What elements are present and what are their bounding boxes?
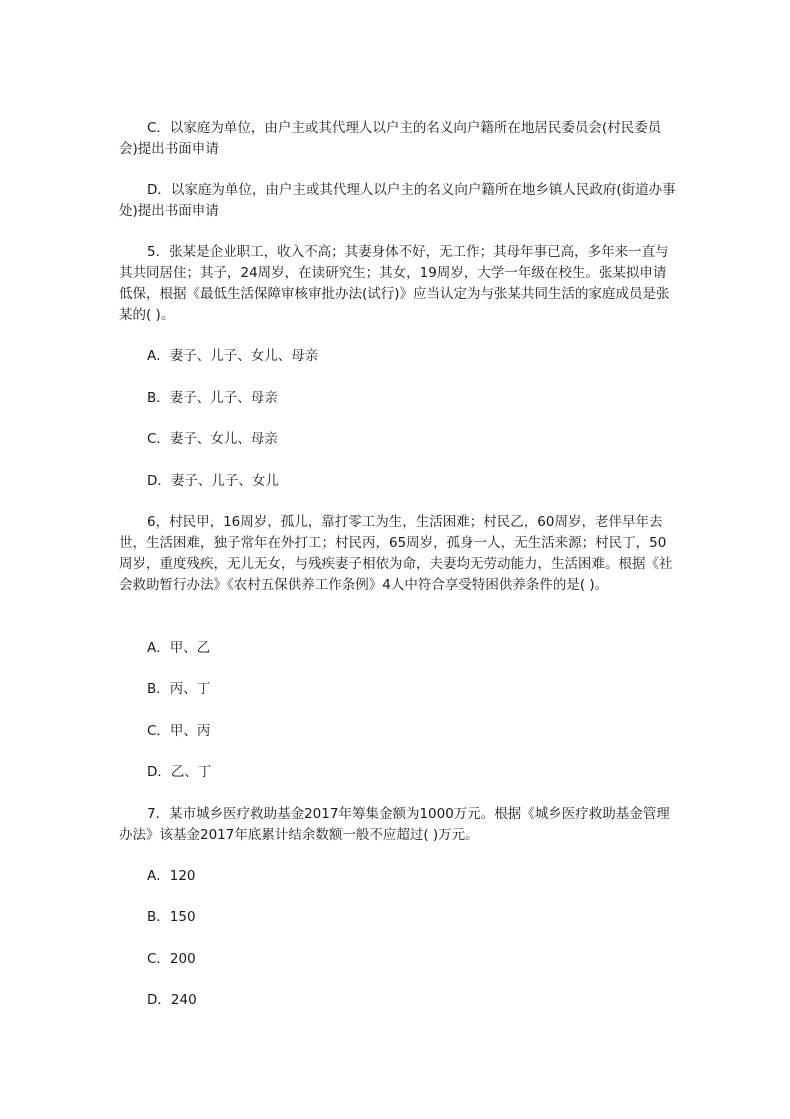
q5-option-c: C．妻子、女儿、母亲	[147, 431, 278, 447]
q6-option-d: D．乙、丁	[147, 764, 212, 780]
q7-option-b: B．150	[147, 909, 196, 925]
q4-option-d: D．以家庭为单位，由户主或其代理人以户主的名义向户籍所在地乡镇人民政府(街道办事处)提出书面申请	[119, 182, 676, 219]
q7-option-d: D．240	[147, 992, 197, 1008]
q6-option-b: B．丙、丁	[147, 681, 211, 697]
q7-option-a: A．120	[147, 868, 196, 884]
q7-stem: 7．某市城乡医疗救助基金2017年筹集金额为1000万元。根据《城乡医疗救助基金管理办法》该基金2017年底累计结余数额一般不应超过( )万元。	[119, 806, 670, 843]
q6-option-a: A．甲、乙	[147, 640, 211, 656]
q6-stem: 6，村民甲，16周岁，孤儿，靠打零工为生，生活困难；村民乙，60周岁，老伴早年去世，生活困难，独子常年在外打工；村民丙，65周岁，孤身一人，无生活来源；村民丁，50周岁，重度残疾，无儿无女，与残疾妻子相依为命，夫妻均无劳动能力，生活困难。根据《社会救助暂行办法》《农村五保供养工作条例》4人中符合享受特困供养条件的是( )。	[119, 514, 673, 593]
q5-option-a: A．妻子、儿子、女儿、母亲	[147, 348, 319, 364]
q5-option-d: D．妻子、儿子、女儿	[147, 473, 279, 489]
q5-option-b: B．妻子、儿子、母亲	[147, 390, 278, 406]
q5-stem: 5．张某是企业职工，收入不高；其妻身体不好，无工作；其母年事已高，多年来一直与其共同居住；其子，24周岁，在读研究生；其女，19周岁，大学一年级在校生。张某拟申请低保，根据《最低生活保障审核审批办法(试行)》应当认定为与张某共同生活的家庭成员是张某的( )。	[119, 244, 670, 323]
q6-option-c: C．甲、丙	[147, 723, 211, 739]
q4-option-c: C．以家庭为单位，由户主或其代理人以户主的名义向户籍所在地居民委员会(村民委员会)提出书面申请	[119, 120, 662, 157]
q7-option-c: C．200	[147, 951, 196, 967]
